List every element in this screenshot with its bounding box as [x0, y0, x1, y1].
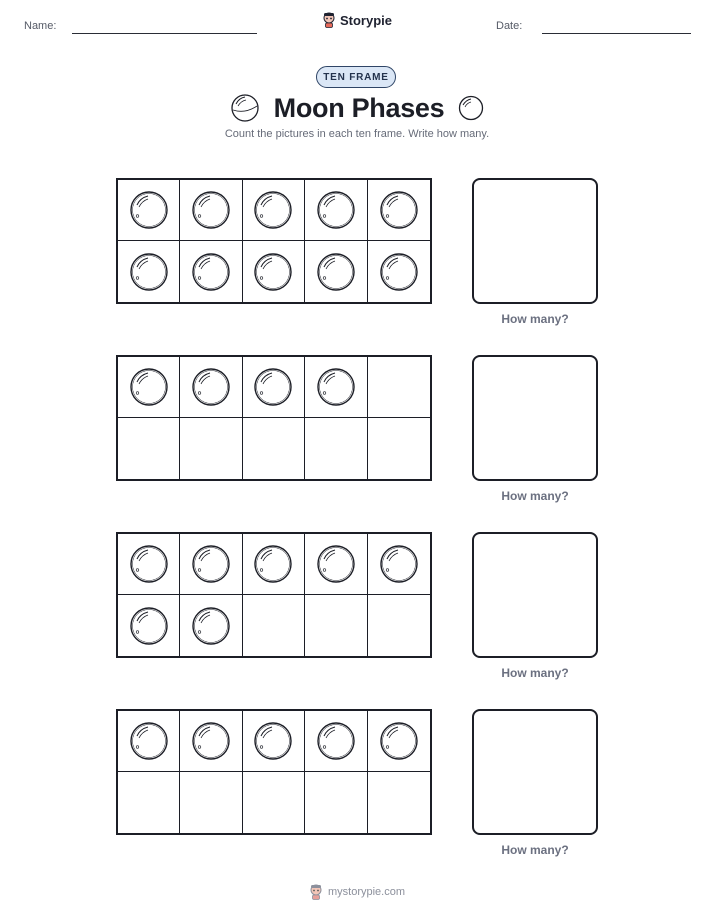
date-line[interactable]	[542, 33, 691, 34]
title-row	[0, 90, 714, 126]
moon-icon	[379, 544, 419, 584]
moon-icon	[129, 721, 169, 761]
ten-frame-cell	[118, 595, 180, 656]
moon-icon	[316, 252, 356, 292]
moon-icon	[129, 190, 169, 230]
how-many-label: How many?	[501, 312, 569, 326]
moon-icon	[458, 95, 484, 121]
ten-frame-cell	[180, 595, 242, 656]
ten-frame	[116, 532, 432, 658]
answer-box[interactable]	[472, 709, 598, 835]
ten-frame-cell	[243, 534, 305, 595]
ten-frame-cell	[243, 595, 305, 656]
ten-frame-cell	[305, 772, 367, 833]
footer-url: mystorypie.com	[327, 886, 406, 898]
ten-frame-cell	[180, 534, 242, 595]
moon-icon	[253, 544, 293, 584]
moon-icon	[253, 367, 293, 407]
worksheet-type-badge: TEN FRAME	[316, 66, 396, 88]
ten-frame-cell	[118, 357, 180, 418]
answer-box[interactable]	[472, 355, 598, 481]
ten-frame-cell	[368, 241, 430, 302]
ten-frame-cell	[243, 772, 305, 833]
moon-icon	[191, 190, 231, 230]
ten-frame-cell	[305, 595, 367, 656]
answer-box[interactable]	[472, 178, 598, 304]
brand-logo	[0, 12, 714, 28]
ten-frame-cell	[118, 180, 180, 241]
ten-frame-cell	[118, 772, 180, 833]
moon-icon	[316, 367, 356, 407]
ten-frame-cell	[368, 357, 430, 418]
ten-frame-cell	[118, 241, 180, 302]
ten-frame-cell	[368, 418, 430, 479]
ten-frame-cell	[180, 418, 242, 479]
ten-frame-cell	[118, 711, 180, 772]
moon-icon	[316, 721, 356, 761]
ten-frame-cell	[243, 180, 305, 241]
moon-icon	[129, 606, 169, 646]
ten-frame-cell	[305, 180, 367, 241]
moon-icon	[129, 544, 169, 584]
ten-frame	[116, 709, 432, 835]
answer-box[interactable]	[472, 532, 598, 658]
ten-frame-cell	[180, 180, 242, 241]
moon-icon	[316, 190, 356, 230]
storypie-mascot-icon	[322, 12, 336, 28]
moon-icon	[230, 93, 260, 123]
moon-icon	[253, 252, 293, 292]
name-line[interactable]	[72, 33, 257, 34]
ten-frame-cell	[305, 418, 367, 479]
moon-icon	[191, 367, 231, 407]
ten-frame-cell	[305, 534, 367, 595]
ten-frame-cell	[368, 595, 430, 656]
storypie-mascot-icon	[309, 884, 323, 900]
instructions: Count the pictures in each ten frame. Write how many.	[224, 128, 490, 140]
footer	[0, 884, 714, 900]
ten-frame-cell	[118, 418, 180, 479]
ten-frame-cell	[243, 711, 305, 772]
name-label: Name:	[24, 20, 57, 32]
moon-icon	[129, 252, 169, 292]
page-title: Moon Phases	[273, 92, 445, 123]
ten-frame-cell	[368, 180, 430, 241]
ten-frame-cell	[368, 534, 430, 595]
ten-frame-cell	[180, 711, 242, 772]
how-many-label: How many?	[501, 666, 569, 680]
ten-frame-cell	[305, 241, 367, 302]
moon-icon	[191, 544, 231, 584]
moon-icon	[316, 544, 356, 584]
ten-frame-cell	[180, 772, 242, 833]
brand-name: Storypie	[339, 12, 392, 28]
date-label: Date:	[496, 20, 523, 32]
ten-frame-cell	[243, 241, 305, 302]
moon-icon	[379, 190, 419, 230]
moon-icon	[191, 252, 231, 292]
ten-frame-cell	[368, 711, 430, 772]
ten-frame-cell	[180, 357, 242, 418]
ten-frame	[116, 355, 432, 481]
moon-icon	[191, 721, 231, 761]
ten-frame-cell	[180, 241, 242, 302]
ten-frame	[116, 178, 432, 304]
moon-icon	[191, 606, 231, 646]
ten-frame-cell	[305, 357, 367, 418]
how-many-label: How many?	[501, 489, 569, 503]
moon-icon	[379, 721, 419, 761]
moon-icon	[253, 721, 293, 761]
moon-icon	[253, 190, 293, 230]
how-many-label: How many?	[501, 843, 569, 857]
ten-frame-cell	[243, 418, 305, 479]
ten-frame-cell	[243, 357, 305, 418]
moon-icon	[129, 367, 169, 407]
ten-frame-cell	[305, 711, 367, 772]
ten-frame-cell	[368, 772, 430, 833]
ten-frame-cell	[118, 534, 180, 595]
moon-icon	[379, 252, 419, 292]
